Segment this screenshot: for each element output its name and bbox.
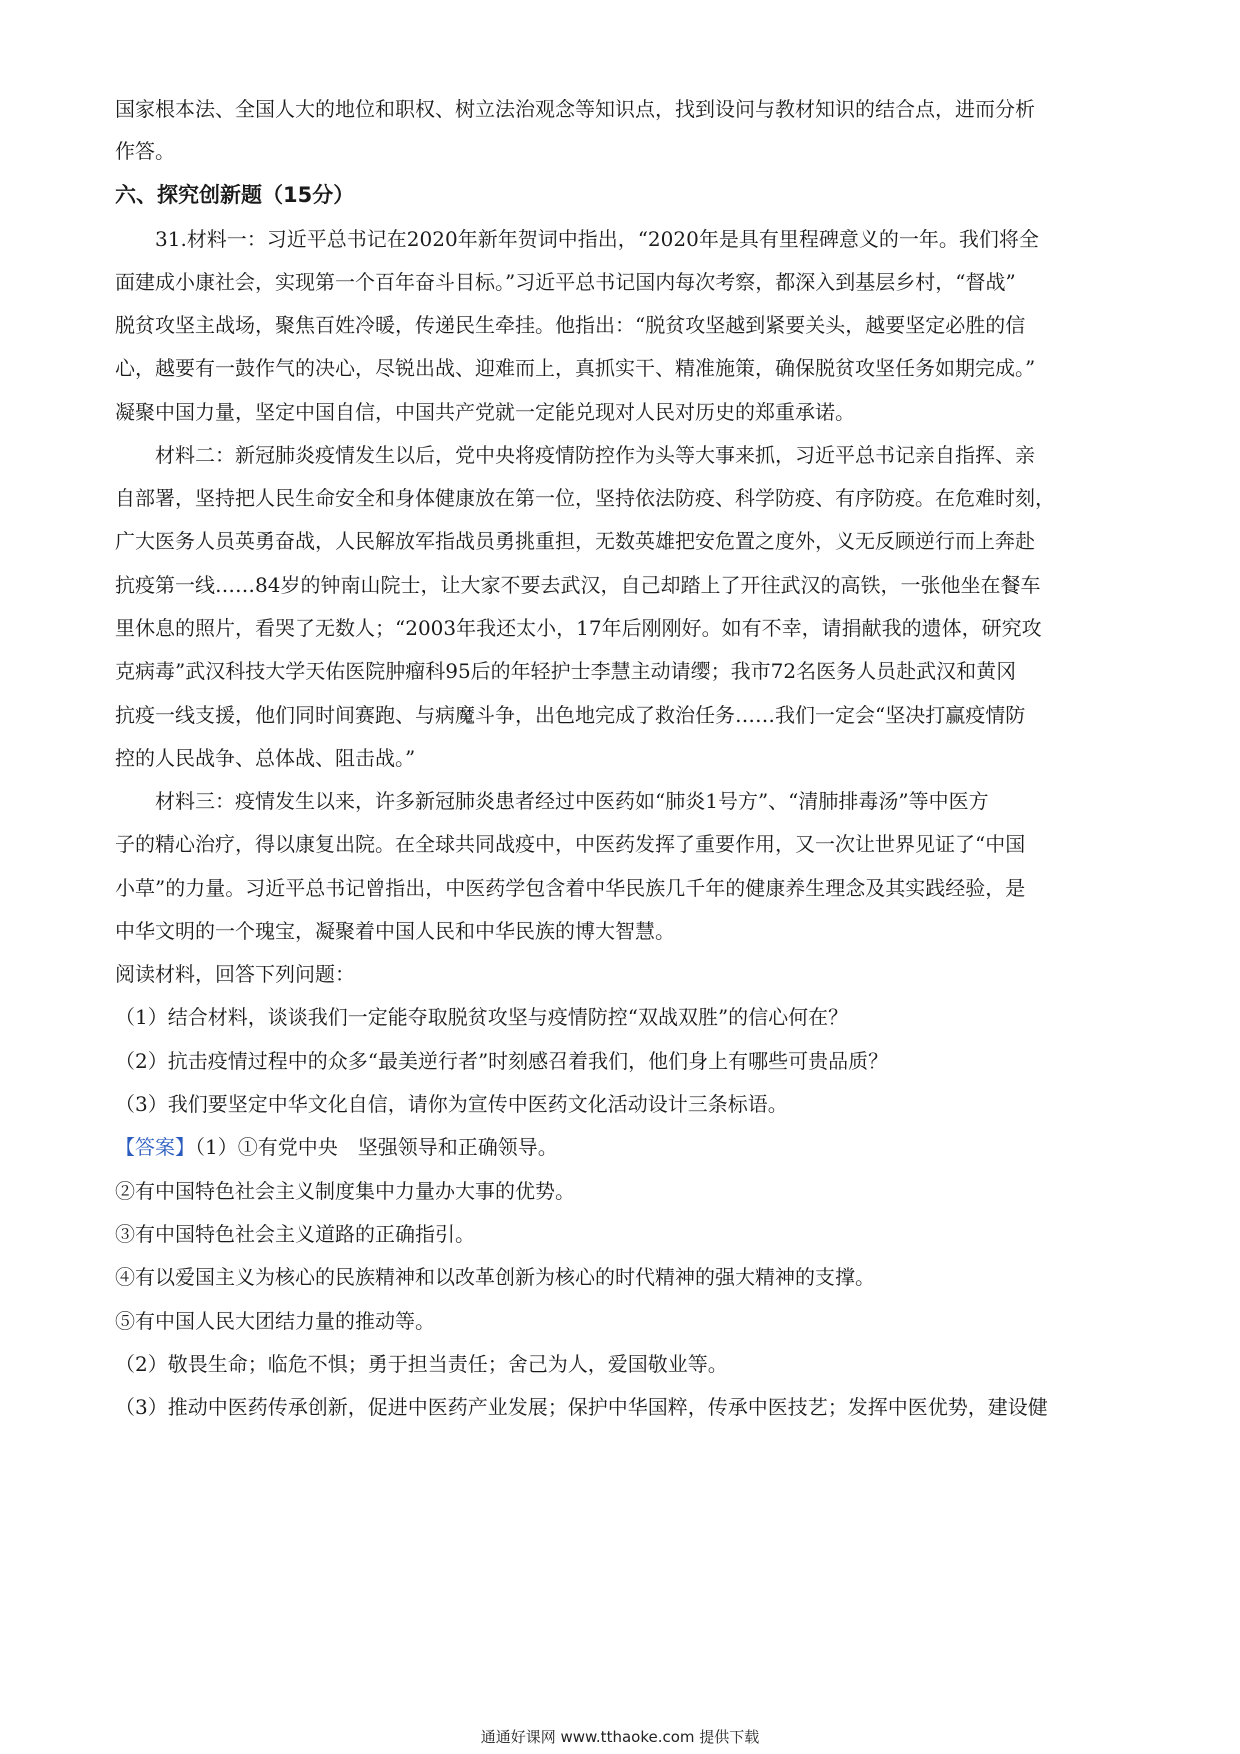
question-prompt: 阅读材料，回答下列问题： xyxy=(115,962,355,986)
section-title: 六、探究创新题（15分） xyxy=(115,183,355,207)
answer-text: （1）①有党中央 坚强领导和正确领导。 xyxy=(195,1135,558,1159)
material2-line: 抗疫第一线……84岁的钟南山院士，让大家不要去武汉，自己却踏上了开往武汉的高铁，一张他坐在餐车 xyxy=(115,573,1041,597)
material2-line: 广大医务人员英勇奋战，人民解放军指战员勇挑重担，无数英雄把安危置之度外，义无反顾逆行而上奔赴 xyxy=(115,529,1035,553)
question-item: （3）我们要坚定中华文化自信，请你为宣传中医药文化活动设计三条标语。 xyxy=(115,1092,788,1116)
answer-line: （2）敬畏生命；临危不惧；勇于担当责任；舍己为人，爱国敬业等。 xyxy=(115,1352,728,1376)
material2-line: 抗疫一线支援，他们同时间赛跑、与病魔斗争，出色地完成了救治任务……我们一定会“坚决打赢疫情防 xyxy=(115,703,1026,727)
answer-line: ⑤有中国人民大团结力量的推动等。 xyxy=(115,1309,435,1333)
intro-line-2: 作答。 xyxy=(115,139,175,163)
answer-line: ④有以爱国主义为核心的民族精神和以改革创新为核心的时代精神的强大精神的支撑。 xyxy=(115,1265,875,1289)
material3-line: 子的精心治疗，得以康复出院。在全球共同战疫中，中医药发挥了重要作用，又一次让世界见证了“中国 xyxy=(115,832,1026,856)
footer-source: 通通好课网 www.tthaoke.com 提供下载 xyxy=(480,1728,760,1746)
material3-line: 中华文明的一个瑰宝，凝聚着中国人民和中华民族的博大智慧。 xyxy=(115,919,675,943)
material1-line: 脱贫攻坚主战场，聚焦百姓冷暖，传递民生牵挂。他指出：“脱贫攻坚越到紧要关头，越要坚定必胜的信 xyxy=(115,313,1026,337)
answer-first-line xyxy=(115,1132,1125,1162)
material1-line: 心，越要有一鼓作气的决心，尽锐出战、迎难而上，真抓实干、精准施策，确保脱贫攻坚任务如期完成。” xyxy=(115,356,1036,380)
material1-line: 凝聚中国力量，坚定中国自信，中国共产党就一定能兑现对人民对历史的郑重承诺。 xyxy=(115,400,855,424)
material2-line: 里休息的照片，看哭了无数人；“2003年我还太小，17年后刚刚好。如有不幸，请捐献我的遗体，研究攻 xyxy=(115,616,1042,640)
material1-line: 31.材料一：习近平总书记在2020年新年贺词中指出，“2020年是具有里程碑意义的一年。我们将全 xyxy=(155,227,1039,251)
material2-line: 自部署，坚持把人民生命安全和身体健康放在第一位，坚持依法防疫、科学防疫、有序防疫。在危难时刻， xyxy=(115,486,1055,510)
material1-line: 面建成小康社会，实现第一个百年奋斗目标。”习近平总书记国内每次考察，都深入到基层乡村，“督战” xyxy=(115,270,1016,294)
material3-line: 材料三：疫情发生以来，许多新冠肺炎患者经过中医药如“肺炎1号方”、“清肺排毒汤”等中医方 xyxy=(155,789,989,813)
answer-tag: 【答案】 xyxy=(115,1135,195,1159)
material2-line: 克病毒”武汉科技大学天佑医院肿瘤科95后的年轻护士李慧主动请缨；我市72名医务人员赴武汉和黄冈 xyxy=(115,659,1017,683)
material3-line: 小草”的力量。习近平总书记曾指出，中医药学包含着中华民族几千年的健康养生理念及其实践经验，是 xyxy=(115,876,1026,900)
material2-line: 材料二：新冠肺炎疫情发生以后，党中央将疫情防控作为头等大事来抓，习近平总书记亲自指挥、亲 xyxy=(155,443,1035,467)
answer-line: ③有中国特色社会主义道路的正确指引。 xyxy=(115,1222,475,1246)
answer-line: （3）推动中医药传承创新，促进中医药产业发展；保护中华国粹，传承中医技艺；发挥中医优势，建设健 xyxy=(115,1395,1048,1419)
material2-line: 控的人民战争、总体战、阻击战。” xyxy=(115,746,416,770)
answer-line: ②有中国特色社会主义制度集中力量办大事的优势。 xyxy=(115,1179,575,1203)
intro-line-1: 国家根本法、全国人大的地位和职权、树立法治观念等知识点，找到设问与教材知识的结合点，进而分析 xyxy=(115,97,1035,121)
question-item: （1）结合材料，谈谈我们一定能夺取脱贫攻坚与疫情防控“双战双胜”的信心何在？ xyxy=(115,1005,849,1029)
question-item: （2）抗击疫情过程中的众多“最美逆行者”时刻感召着我们，他们身上有哪些可贵品质？ xyxy=(115,1049,889,1073)
